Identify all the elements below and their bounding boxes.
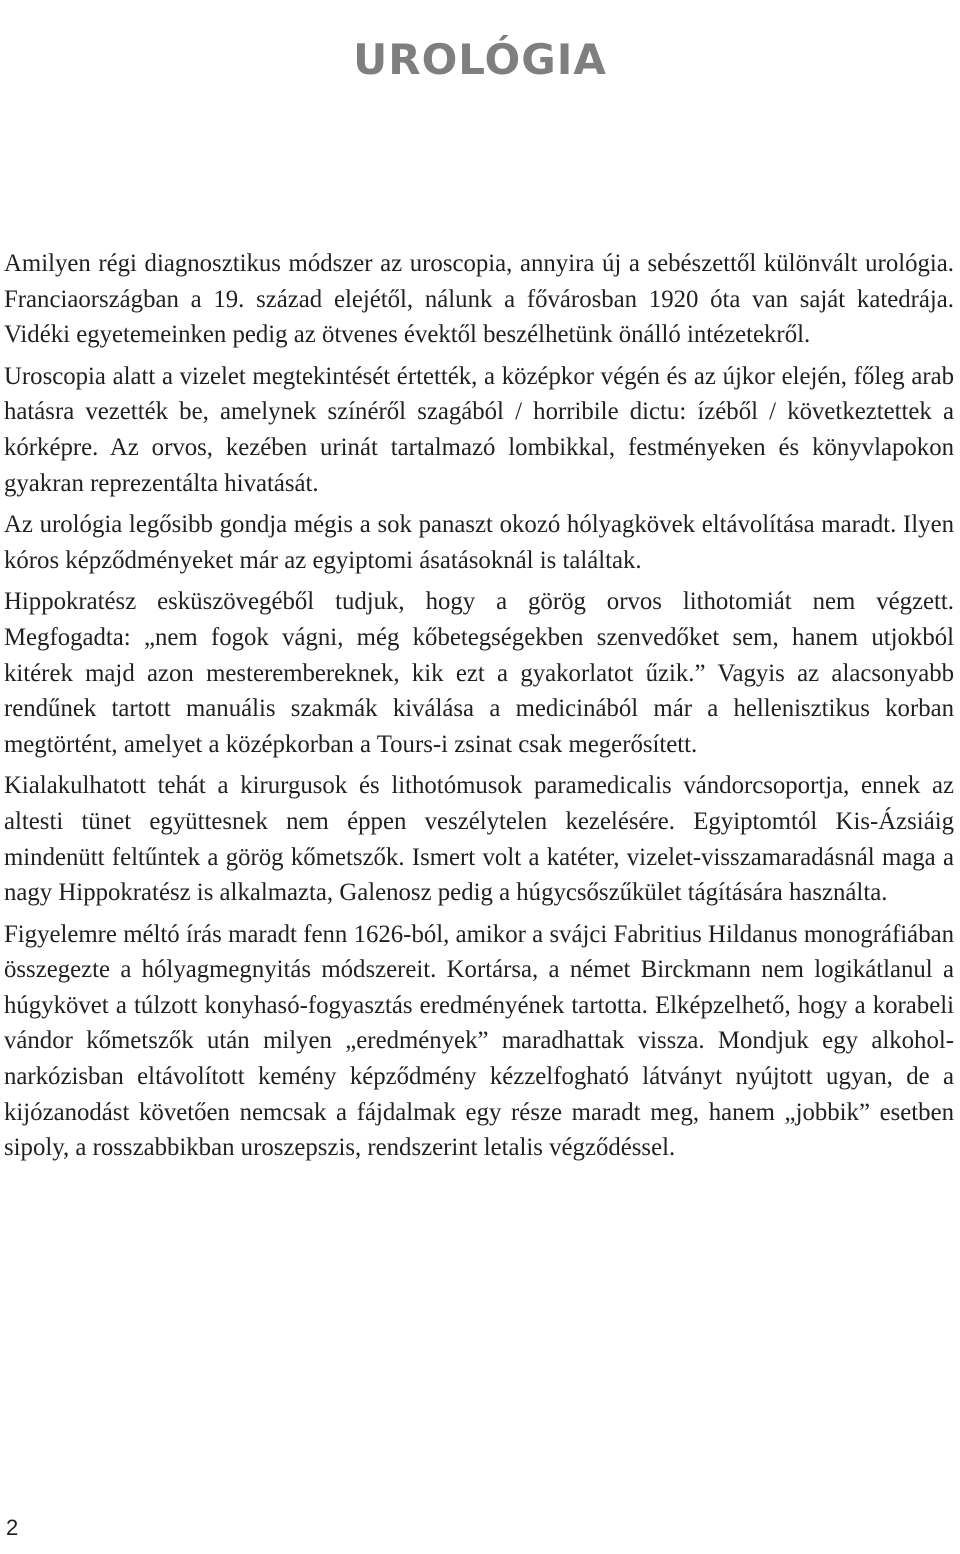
page-title: UROLÓGIA	[353, 35, 607, 85]
page-number: 2	[6, 1515, 19, 1540]
paragraph: Uroscopia alatt a vizelet megtekintését értették, a középkor végén és az újkor elején, főleg arab hatásra vezették be, amelynek színéről szagából / horribile dictu: ízéből / következtettek a kórképre. Az orvos, kezében urinát tartalmazó lombikkal, festményeken és könyvlapokon gyakran reprezentálta hivatását.	[4, 362, 954, 497]
paragraph: Hippokratész esküszövegéből tudjuk, hogy a görög orvos lithotomiát nem végzett. Megfogadta: „nem fogok vágni, még kőbetegségekben szenvedőket sem, hanem utjokból kitérek majd azon mesterembereknek, kik ezt a gyakorlatot űzik.” Vagyis az alacsonyabb rendűnek tartott manuális szakmák kiválása a medicinából már a hellenisztikus korban megtörtént, amelyet a középkorban a Tours-i zsinat csak megerősített.	[4, 588, 954, 758]
body-text	[4, 246, 954, 1172]
paragraph: Az urológia legősibb gondja mégis a sok panaszt okozó hólyagkövek eltávolítása maradt. Ilyen kóros képződményeket már az egyiptomi ásatásoknál is találtak.	[4, 511, 954, 574]
paragraph: Figyelemre méltó írás maradt fenn 1626-ból, amikor a svájci Fabritius Hildanus monográfiában összegezte a hólyagmegnyitás módszereit. Kortársa, a német Birckmann nem logikátlanul a húgykövet a túlzott konyhasó-fogyasztás eredményének tartotta. Elképzelhető, hogy a korabeli vándor kőmetszők után milyen „eredmények” maradhattak vissza. Mondjuk egy alkohol-narkózisban eltávolított kemény képződmény kézzelfogható látványt nyújtott ugyan, de a kijózanodást követően nemcsak a fájdalmak egy része maradt meg, hanem „jobbik” esetben sipoly, a rosszabbikban uroszepszis, rendszerint letalis végződéssel.	[4, 920, 954, 1162]
paragraph: Amilyen régi diagnosztikus módszer az uroscopia, annyira új a sebészettől különvált urológia. Franciaországban a 19. század elejétől, nálunk a fővárosban 1920 óta van saját katedrája. Vidéki egyetemeinken pedig az ötvenes évektől beszélhetünk önálló intézetekről.	[4, 250, 954, 349]
paragraph: Kialakulhatott tehát a kirurgusok és lithotómusok paramedicalis vándorcsoportja, ennek az altesti tünet együttesnek nem éppen veszélytelen kezelésére. Egyiptomtól Kis-Ázsiáig mindenütt feltűntek a görög kőmetszők. Ismert volt a katéter, vizelet-visszamaradásnál maga a nagy Hippokratész is alkalmazta, Galenosz pedig a húgycsőszűkület tágítására használta.	[4, 772, 954, 907]
